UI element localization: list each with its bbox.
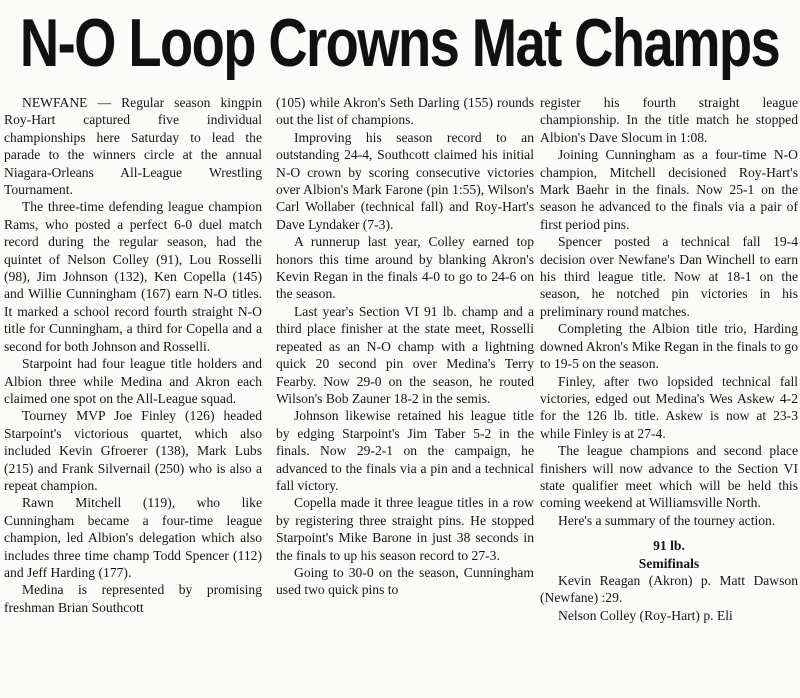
paragraph: NEWFANE — Regular season kingpin Roy-Hart captured five individual championships here Saturday to lead the parade to the winners circle at the annual Niagara-Orleans All-League Wrestling Tournament.	[4, 95, 262, 198]
paragraph: Going to 30-0 on the season, Cunningham used two quick pins to	[276, 564, 534, 598]
paragraph: Copella made it three league titles in a row by registering three straight pins. He stopped Starpoint's Mike Barone in just 38 seconds in the finals to up his season record to 27-3.	[276, 495, 534, 563]
paragraph: Completing the Albion title trio, Harding downed Akron's Mike Regan in the finals to go to 19-5 on the season.	[540, 321, 798, 372]
paragraph: The league champions and second place finishers will now advance to the Section VI state qualifier meet which will be held this coming weekend at Williamsville North.	[540, 443, 798, 511]
paragraph: Last year's Section VI 91 lb. champ and a third place finisher at the state meet, Rosselli repeated as an N-O champ with a lightning quick 20 second pin over Medina's Terry Fearby. Now 29-0 on the season, he routed Wilson's Bob Zauner 18-2 in the semis.	[276, 303, 534, 406]
paragraph: A runnerup last year, Colley earned top honors this time around by blanking Akron's Kevin Regan in the finals 4-0 to go to 24-6 on the season.	[276, 234, 534, 302]
paragraph: Medina is represented by promising freshman Brian Southcott	[4, 582, 262, 615]
paragraph: Starpoint had four league title holders and Albion three while Medina and Akron each claimed one spot on the All-League squad.	[4, 356, 262, 406]
paragraph: (105) while Akron's Seth Darling (155) rounds out the list of champions.	[276, 95, 534, 128]
summary-round: Semifinals	[638, 555, 700, 571]
paragraph: Improving his season record to an outstanding 24-4, Southcott claimed his initial N-O crown by scoring consecutive victories over Albion's Mark Farone (pin 1:55), Wilson's Carl Wollaber (technical fall) and Roy-Hart's Dave Lyndaker (7-3).	[276, 129, 534, 232]
paragraph: The three-time defending league champion Rams, who posted a perfect 6-0 duel match record during the regular season, had the quintet of Nelson Colley (91), Lou Rosselli (98), Jim Johnson (132), Ken Copella (145) and Willie Cunningham (167) earn N-O titles. It marked a school record fourth straight N-O title for Cunningham, a third for Copella and a second for both Johnson and Rosselli.	[4, 199, 262, 354]
paragraph: Finley, after two lopsided technical fall victories, edged out Medina's Wes Askew 4-2 for the 126 lb. title. Askew is now at 23-3 while Finley is at 27-4.	[540, 373, 798, 441]
article-column-1	[4, 94, 262, 698]
paragraph: register his fourth straight league championship. In the title match he stopped Albion's Dave Slocum in 1:08.	[540, 95, 798, 145]
summary-weight: 91 lb.	[653, 538, 685, 554]
paragraph: Johnson likewise retained his league title by edging Starpoint's Jim Taber 5-2 in the finals. Now 29-2-1 on the campaign, he advanced to the finals via a pin and a technical fall victory.	[276, 408, 534, 493]
article-column-3	[540, 94, 798, 698]
paragraph: Rawn Mitchell (119), who like Cunningham became a four-time league champion, led Albion's delegation which also includes three time champ Todd Spencer (112) and Jeff Harding (177).	[4, 495, 262, 580]
paragraph: Here's a summary of the tourney action.	[558, 512, 776, 528]
summary-result: Kevin Reagan (Akron) p. Matt Dawson (Newfane) :29.	[540, 572, 798, 606]
paragraph: Joining Cunningham as a four-time N-O champion, Mitchell decisioned Roy-Hart's Mark Baehr in the finals. Now 25-1 on the season he advanced to the finals via a pair of first period pins.	[540, 147, 798, 232]
paragraph: Tourney MVP Joe Finley (126) headed Starpoint's victorious quartet, which also included Kevin Gfroerer (138), Mark Lubs (215) and Frank Silvernail (250) who is also a repeat champion.	[4, 408, 262, 493]
headline: N-O Loop Crowns Mat Champs	[20, 5, 780, 81]
summary-result: Nelson Colley (Roy-Hart) p. Eli	[558, 607, 733, 623]
article-column-2	[276, 94, 534, 698]
headline-bar	[0, 0, 800, 86]
paragraph: Spencer posted a technical fall 19-4 decision over Newfane's Dan Winchell to earn his third league title. Now at 18-1 on the season, he notched pin victories in his preliminary round matches.	[540, 234, 798, 319]
